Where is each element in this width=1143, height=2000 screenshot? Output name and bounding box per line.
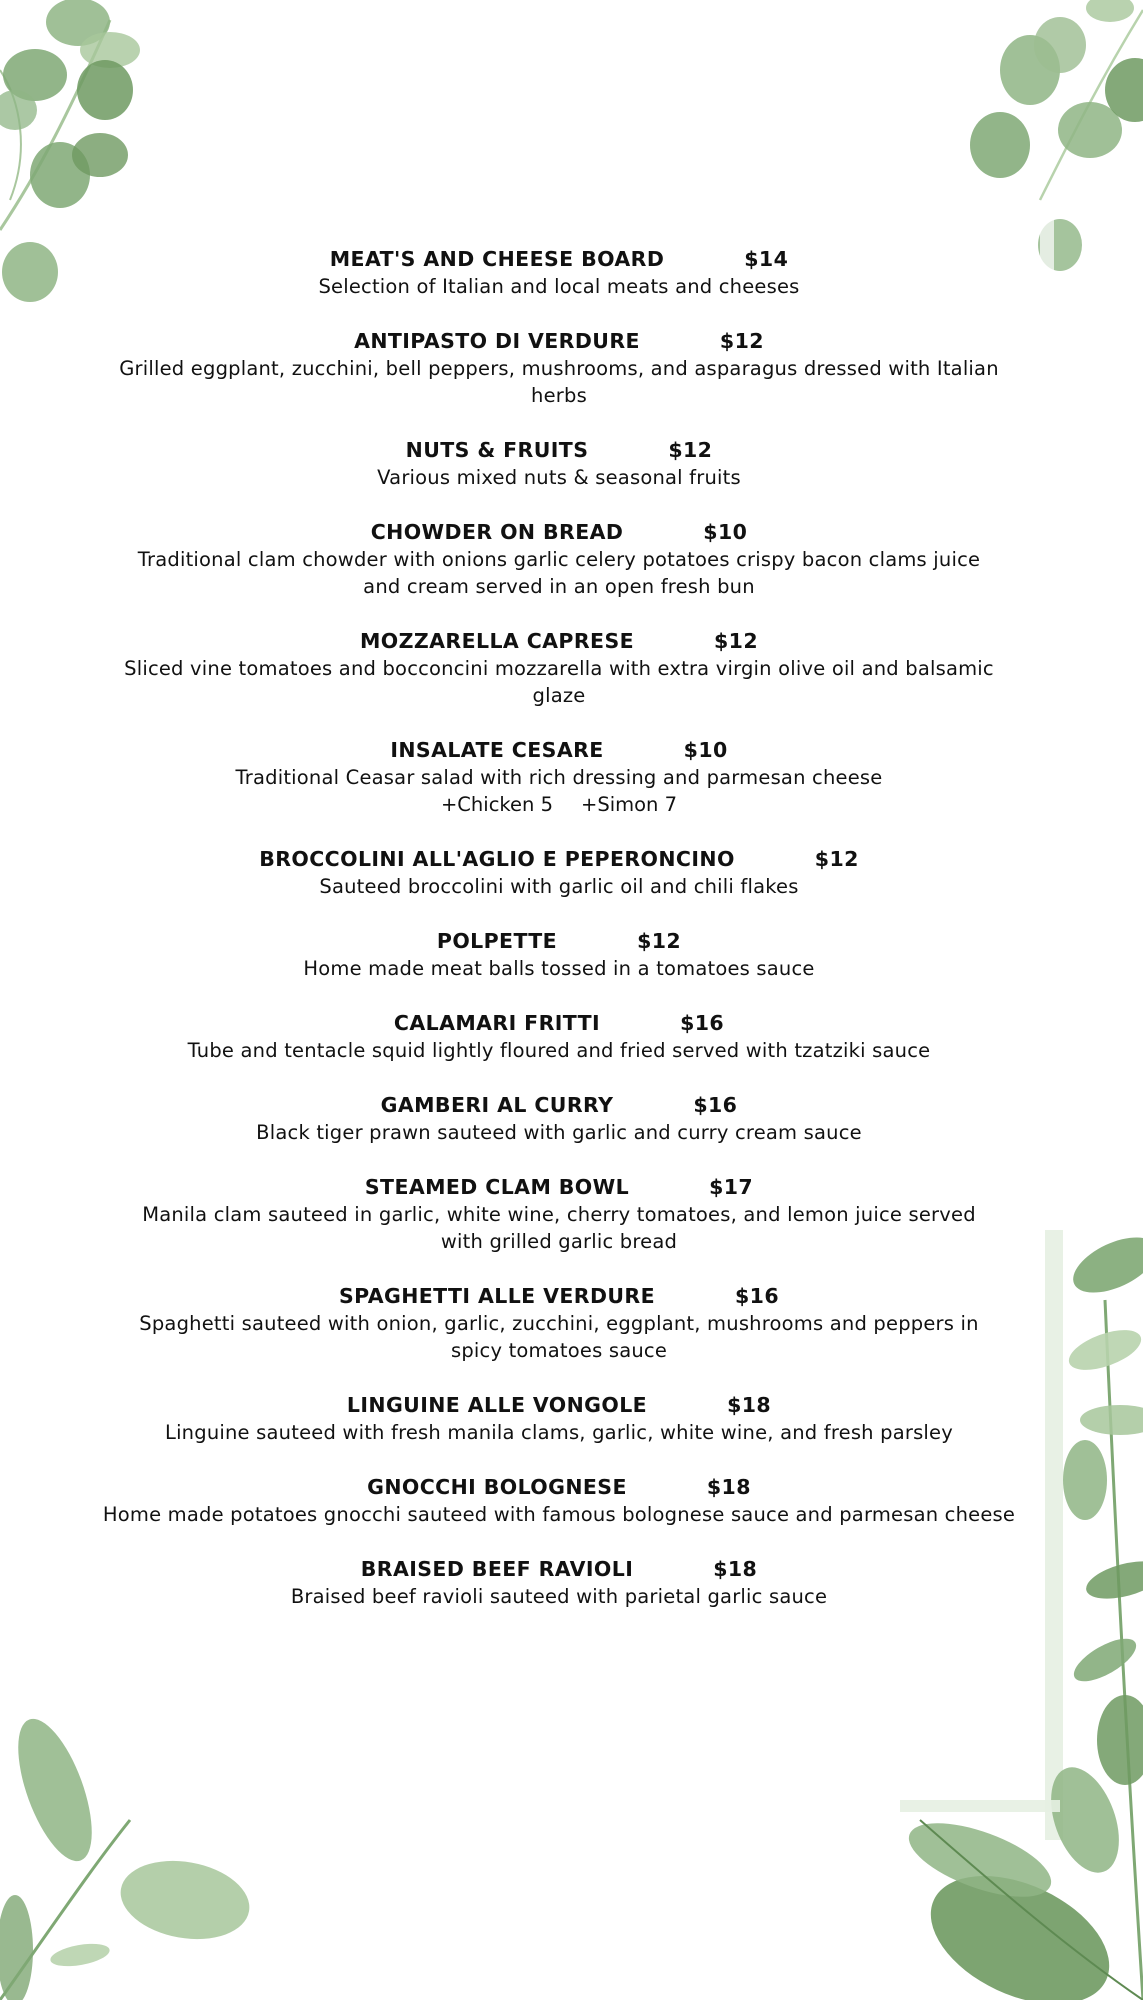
item-price: $10 — [703, 520, 748, 544]
menu-item — [100, 927, 1018, 982]
item-price: $18 — [727, 1393, 772, 1417]
item-name: STEAMED CLAM BOWL — [364, 1175, 630, 1199]
menu-item — [100, 436, 1018, 491]
extra-simon: +Simon 7 — [580, 793, 678, 816]
item-name: BRAISED BEEF RAVIOLI — [360, 1557, 634, 1581]
menu-item — [100, 1555, 1018, 1610]
item-name: POLPETTE — [436, 929, 558, 953]
menu-item — [100, 1391, 1018, 1446]
menu-item — [100, 327, 1018, 409]
menu-list — [100, 245, 1018, 1637]
item-price: $16 — [693, 1093, 738, 1117]
menu-item — [100, 736, 1018, 818]
item-price: $12 — [668, 438, 713, 462]
item-title — [100, 327, 1018, 355]
item-description: Tube and tentacle squid lightly floured and fried served with tzatziki sauce — [187, 1039, 931, 1062]
item-title — [100, 1173, 1018, 1201]
item-description: Home made meat balls tossed in a tomatoes sauce — [303, 957, 815, 980]
item-name: CHOWDER ON BREAD — [370, 520, 624, 544]
item-description: Sliced vine tomatoes and bocconcini mozzarella with extra virgin olive oil and balsamic glaze — [124, 657, 994, 707]
item-description: Grilled eggplant, zucchini, bell peppers, mushrooms, and asparagus dressed with Italian herbs — [119, 357, 999, 407]
item-name: INSALATE CESARE — [390, 738, 604, 762]
item-title — [100, 1391, 1018, 1419]
menu-item — [100, 518, 1018, 600]
item-title — [100, 245, 1018, 273]
item-title — [100, 1282, 1018, 1310]
item-title — [100, 845, 1018, 873]
item-description: Home made potatoes gnocchi sauteed with famous bolognese sauce and parmesan cheese — [102, 1503, 1016, 1526]
menu-item — [100, 1091, 1018, 1146]
item-description: Various mixed nuts & seasonal fruits — [377, 466, 741, 489]
leaves-bottom-left — [0, 1700, 270, 2000]
item-title — [100, 627, 1018, 655]
item-price: $10 — [683, 738, 728, 762]
item-price: $16 — [735, 1284, 779, 1308]
item-description: Spaghetti sauteed with onion, garlic, zucchini, eggplant, mushrooms and peppers in spicy tomatoes sauce — [139, 1312, 979, 1362]
item-price: $12 — [714, 629, 759, 653]
item-description: Linguine sauteed with fresh manila clams, garlic, white wine, and fresh parsley — [165, 1421, 953, 1444]
item-title — [100, 436, 1018, 464]
item-description: Traditional clam chowder with onions garlic celery potatoes crispy bacon clams juice and cream served in an open fresh bun — [137, 548, 981, 598]
item-name: SPAGHETTI ALLE VERDURE — [339, 1284, 655, 1308]
item-price: $18 — [713, 1557, 758, 1581]
item-name: GNOCCHI BOLOGNESE — [367, 1475, 627, 1499]
eucalyptus-leaves-top-right — [960, 0, 1143, 280]
item-extras — [100, 791, 1018, 818]
menu-item — [100, 1009, 1018, 1064]
item-description: Braised beef ravioli sauteed with parietal garlic sauce — [290, 1585, 828, 1608]
item-title — [100, 1009, 1018, 1037]
menu-item — [100, 845, 1018, 900]
item-title — [100, 927, 1018, 955]
item-name: LINGUINE ALLE VONGOLE — [346, 1393, 648, 1417]
item-name: NUTS & FRUITS — [405, 438, 589, 462]
menu-item — [100, 1173, 1018, 1255]
item-title — [100, 518, 1018, 546]
menu-item — [100, 1473, 1018, 1528]
item-price: $12 — [719, 329, 764, 353]
item-description: Traditional Ceasar salad with rich dressing and parmesan cheese — [235, 766, 883, 789]
item-price: $17 — [709, 1175, 754, 1199]
item-price: $16 — [680, 1011, 725, 1035]
item-title — [100, 1091, 1018, 1119]
item-name: GAMBERI AL CURRY — [380, 1093, 614, 1117]
menu-item — [100, 1282, 1018, 1364]
menu-item — [100, 245, 1018, 300]
item-name: MEAT'S AND CHEESE BOARD — [329, 247, 665, 271]
item-description: Manila clam sauteed in garlic, white wine, cherry tomatoes, and lemon juice served with grilled garlic bread — [142, 1203, 976, 1253]
item-name: ANTIPASTO DI VERDURE — [354, 329, 640, 353]
extra-chicken: +Chicken 5 — [440, 793, 553, 816]
item-price: $18 — [706, 1475, 751, 1499]
item-title — [100, 1473, 1018, 1501]
item-title — [100, 736, 1018, 764]
menu-item — [100, 627, 1018, 709]
item-description: Black tiger prawn sauteed with garlic and curry cream sauce — [256, 1121, 862, 1144]
item-name: CALAMARI FRITTI — [393, 1011, 601, 1035]
item-price: $14 — [744, 247, 789, 271]
item-name: MOZZARELLA CAPRESE — [359, 629, 635, 653]
item-price: $12 — [814, 847, 859, 871]
item-description: Sauteed broccolini with garlic oil and chili flakes — [319, 875, 799, 898]
leaves-bottom-right — [900, 1800, 1143, 2000]
item-price: $12 — [637, 929, 682, 953]
item-description: Selection of Italian and local meats and cheeses — [318, 275, 800, 298]
item-title — [100, 1555, 1018, 1583]
item-name: BROCCOLINI ALL'AGLIO E PEPERONCINO — [259, 847, 735, 871]
